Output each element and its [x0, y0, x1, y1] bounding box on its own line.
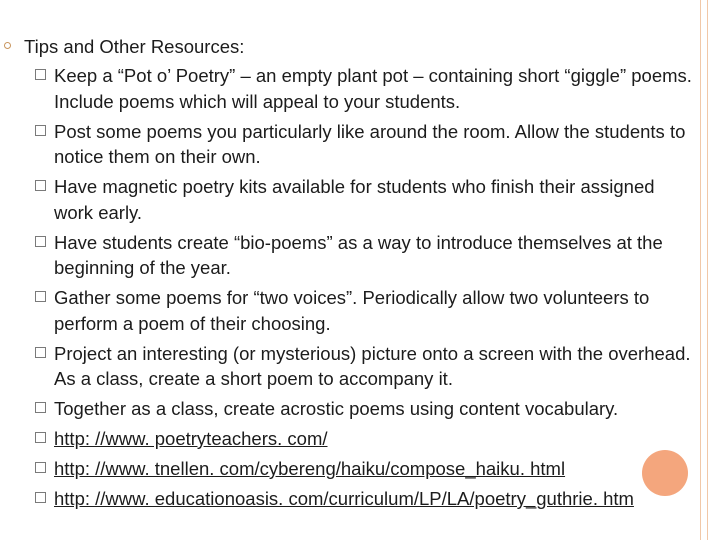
checkbox-bullet-icon: [35, 432, 46, 443]
list-item: [0, 119, 700, 170]
checkbox-bullet-icon: [35, 180, 46, 191]
checkbox-bullet-icon: [35, 492, 46, 503]
checkbox-bullet-icon: [35, 69, 46, 80]
list-item-text: Have magnetic poetry kits available for students who finish their assigned work early.: [54, 176, 655, 223]
list-item: [0, 174, 700, 225]
list-item-text: Keep a “Pot o’ Poetry” – an empty plant pot – containing short “giggle” poems. Include poems which will appeal to your students.: [54, 65, 692, 112]
link-item-educationoasis: [0, 486, 700, 512]
checkbox-bullet-icon: [35, 125, 46, 136]
list-item: [0, 230, 700, 281]
list-item-text: Project an interesting (or mysterious) picture onto a screen with the overhead. As a class, create a short poem to accompany it.: [54, 342, 691, 389]
tnellen-haiku-link[interactable]: http: //www. tnellen. com/cybereng/haiku/compose_haiku. html: [54, 458, 566, 479]
poetryteachers-link[interactable]: http: //www. poetryteachers. com/: [54, 428, 328, 449]
slide-content: [0, 34, 700, 516]
heading-row: [0, 34, 700, 59]
link-item-poetryteachers: [0, 426, 700, 452]
circle-bullet-icon: [4, 42, 11, 49]
list-item: [0, 396, 700, 422]
list-item-text: Post some poems you particularly like around the room. Allow the students to notice them on their own.: [54, 120, 686, 167]
list-item-text: Have students create “bio-poems” as a way to introduce themselves at the beginning of the year.: [54, 231, 663, 278]
list-item: [0, 63, 700, 114]
list-item-text: Gather some poems for “two voices”. Periodically allow two volunteers to perform a poem of their choosing.: [54, 287, 650, 334]
checkbox-bullet-icon: [35, 347, 46, 358]
checkbox-bullet-icon: [35, 402, 46, 413]
checkbox-bullet-icon: [35, 291, 46, 302]
checkbox-bullet-icon: [35, 236, 46, 247]
slide-heading: Tips and Other Resources:: [24, 36, 245, 57]
checkbox-bullet-icon: [35, 462, 46, 473]
list-item-text: Together as a class, create acrostic poems using content vocabulary.: [54, 398, 619, 419]
educationoasis-link[interactable]: http: //www. educationoasis. com/curriculum/LP/LA/poetry_guthrie. htm: [54, 488, 634, 509]
list-item: [0, 341, 700, 392]
tips-list: [0, 63, 700, 512]
link-item-tnellen: [0, 456, 700, 482]
slide-border-right: [700, 0, 701, 540]
list-item: [0, 285, 700, 336]
